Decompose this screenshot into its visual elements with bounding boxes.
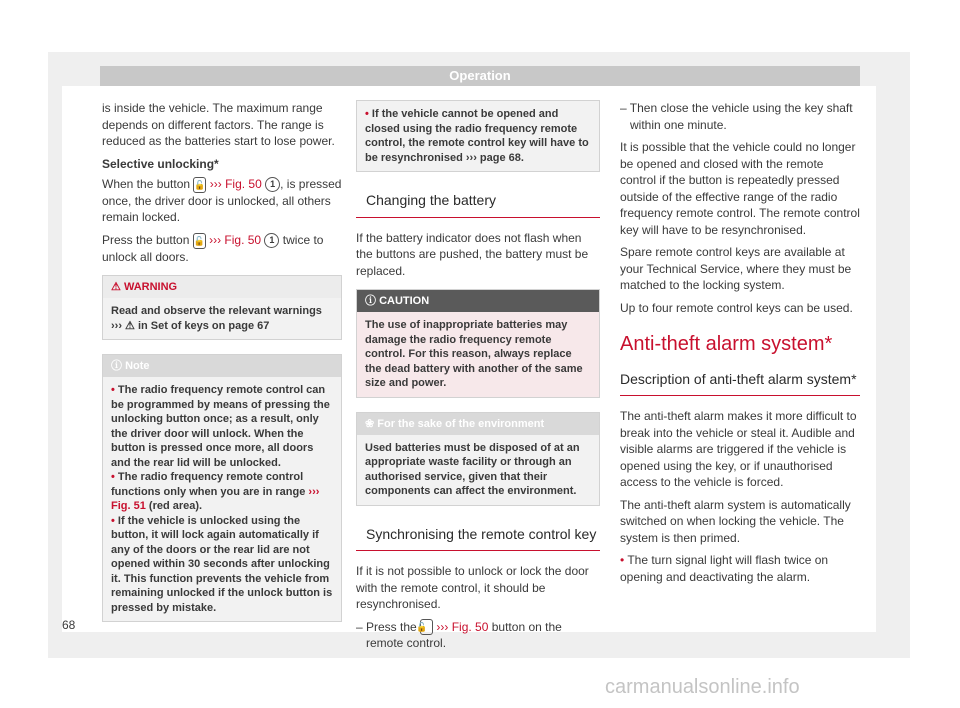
note-box xyxy=(102,354,342,622)
warning-title: WARNING xyxy=(123,281,178,294)
paragraph: is inside the vehicle. The maximum range depends on different factors. The range is reduced as the batteries start to lose power. xyxy=(102,101,335,148)
warning-text: Read and observe the relevant warnings ››› ⚠ in Set of keys on page 67 xyxy=(103,298,341,339)
paragraph: Up to four remote control keys can be used. xyxy=(620,300,853,315)
paragraph: The anti-theft alarm makes it more difficult to break into the vehicle or steal it. Audible and visible alarms are triggered if the vehicle is opened using the key, or if unauthorised access to the vehicle is forced. xyxy=(620,409,857,489)
paragraph xyxy=(102,176,342,226)
caution-icon: ⓘ xyxy=(365,295,376,307)
warning-header xyxy=(103,276,341,298)
figure-link[interactable]: ››› Fig. 50 xyxy=(209,232,262,247)
caution-title: CAUTION xyxy=(379,295,430,307)
unlock-key-icon: 🔓 xyxy=(193,177,206,193)
caution-text: The use of inappropriate batteries may damage the radio frequency remote control. For this reason, always replace the dead battery with another of the same size and power. xyxy=(357,312,599,397)
paragraph: It is possible that the vehicle could no longer be opened and closed with the remote control if the button is repeatedly pressed outside of the effective range of the radio frequency remote control. The remote control key will have to be resynchronised. xyxy=(620,140,860,237)
subheading-selective-unlocking: Selective unlocking* xyxy=(102,156,219,171)
note-title: Note xyxy=(125,360,150,373)
watermark: carmanualsonline.info xyxy=(605,676,800,698)
section-header: Operation xyxy=(100,66,860,86)
text: , is pressed once, the driver door is unlocked, all others remain locked. xyxy=(102,177,342,225)
text: button on the remote control. xyxy=(366,619,562,651)
paragraph: Spare remote control keys are available at your Technical Service, where they must be matched to the locking system. xyxy=(620,245,852,292)
info-box xyxy=(356,100,600,172)
heading-description-anti-theft: Description of anti-theft alarm system* xyxy=(620,365,860,397)
heading-synchronising: Synchronising the remote control key xyxy=(356,520,600,552)
figure-link[interactable]: ››› Fig. 50 xyxy=(209,177,262,191)
column-1 xyxy=(102,100,342,636)
heading-changing-battery: Changing the battery xyxy=(356,186,600,218)
column-2 xyxy=(356,100,600,658)
heading-anti-theft: Anti-theft alarm system* xyxy=(620,333,833,355)
figure-link[interactable]: ››› Fig. 51 xyxy=(111,485,320,513)
text: twice to unlock all doors. xyxy=(102,232,324,264)
text: The radio frequency remote control functions only when you are in range xyxy=(111,471,306,498)
page-number: 68 xyxy=(62,618,76,632)
environment-box xyxy=(356,412,600,506)
note-item: • If the vehicle is unlocked using the button, it will lock again automatically if any of the doors or the rear lid are not opened within 30 seconds after unlocking it. This function prevents the vehicle from remaining unlocked if the unlock button is pressed by mistake. xyxy=(111,514,333,616)
callout-number-icon: 1 xyxy=(264,233,279,248)
environment-icon: ❀ xyxy=(365,417,375,430)
note-item: • The radio frequency remote control can be programmed by means of pressing the unlocking button once; as a result, only the driver door will unlock. When the button is pressed once more, all doors and the rear lid will be unlocked. xyxy=(111,383,333,470)
info-text: • If the vehicle cannot be opened and closed using the radio frequency remote control, the remote control key will have to be resynchronised ››› page 68. xyxy=(357,101,599,171)
text: When the button xyxy=(102,177,191,191)
environment-header xyxy=(357,413,599,435)
step-item: – Then close the vehicle using the key shaft within one minute. xyxy=(620,101,853,132)
paragraph: If it is not possible to unlock or lock the door with the remote control, it should be resynchronised. xyxy=(356,564,589,611)
unlock-key-icon: 🔓 xyxy=(193,233,206,249)
bullet-item: • The turn signal light will flash twice on opening and deactivating the alarm. xyxy=(620,552,860,585)
environment-text: Used batteries must be disposed of at an appropriate waste facility or through an authorised service, given that their components can affect the environment. xyxy=(357,435,599,505)
note-item xyxy=(111,470,333,514)
paragraph: If the battery indicator does not flash when the buttons are pushed, the battery must be replaced. xyxy=(356,230,589,278)
paragraph: The anti-theft alarm system is automatically switched on when locking the vehicle. The system is then primed. xyxy=(620,497,851,545)
paragraph xyxy=(102,232,342,265)
callout-number-icon: 1 xyxy=(265,177,280,192)
figure-link[interactable]: ››› Fig. 50 xyxy=(436,619,489,634)
environment-title: For the sake of the environment xyxy=(377,417,545,430)
caution-header xyxy=(357,290,599,312)
caution-box xyxy=(356,289,600,398)
info-icon: ⓘ xyxy=(111,360,122,373)
note-body xyxy=(103,377,341,621)
step-item xyxy=(356,619,600,652)
warning-triangle-icon: ⚠ xyxy=(111,281,121,294)
note-header xyxy=(103,355,341,377)
text: Press the button xyxy=(102,232,190,247)
text: (red area). xyxy=(148,500,203,513)
column-3 xyxy=(620,100,860,591)
unlock-key-icon: 🔓 xyxy=(420,619,433,635)
warning-box xyxy=(102,275,342,340)
text: – Press the xyxy=(356,619,417,634)
